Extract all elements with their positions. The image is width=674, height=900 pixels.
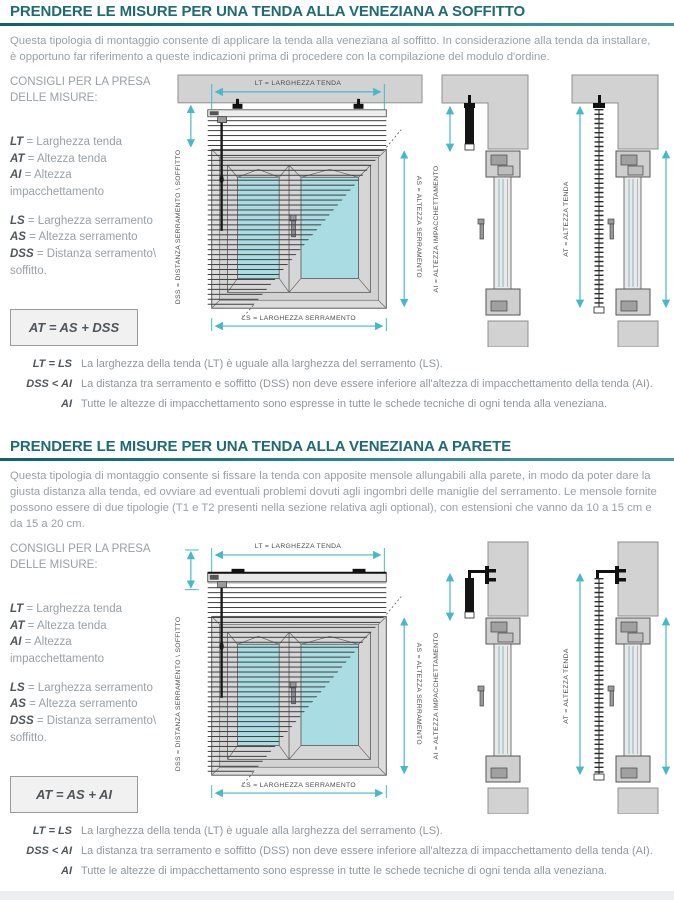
footer-bar (0, 891, 674, 900)
note-abbr: AI (61, 864, 72, 877)
legend-item (10, 696, 168, 713)
legend-abbr: AT (10, 619, 25, 632)
legend-desc: = Distanza serramento\ soffitto. (10, 248, 157, 277)
content-row (0, 532, 674, 814)
note-row (14, 357, 674, 373)
legend-serramento (10, 213, 168, 280)
measure-legend-column (10, 536, 172, 813)
section-intro: Questa tipologia di montaggio consente di applicare la tenda alla veneziana al soffitto. In considerazione alla tenda da installare, è opportuno far riferimento a queste indicazioni prima di procedere con la compilazione del modulo d'ordine. (10, 35, 651, 64)
legend-item (10, 229, 168, 246)
legend-item (10, 713, 168, 746)
dim-label-as: AS = ALTEZZA SERRAMENTO (415, 642, 423, 745)
section-title: PRENDERE LE MISURE PER UNA TENDA ALLA VENEZIANA A PARETE (10, 437, 512, 455)
legend-abbr: LS (10, 681, 25, 694)
content-row (0, 65, 674, 347)
dim-label-lt: LT = LARGHEZZA TENDA (254, 542, 342, 550)
dim-label-dss: DSS = DISTANZA SERRAMENTO \ SOFFITTO (174, 616, 182, 772)
legend-desc: = Altezza serramento (25, 698, 138, 711)
legend-item (10, 601, 168, 618)
formula-box: AT = AS + DSS (10, 309, 138, 346)
diagram-window-front-parete (172, 536, 428, 814)
window-profile (478, 151, 520, 315)
legend-item (10, 134, 168, 151)
headrail-endcap (210, 575, 219, 580)
legend-abbr: AI (10, 636, 22, 649)
dim-label-ls: LS = LARGHEZZA SERRAMENTO (242, 315, 356, 323)
note-row (14, 864, 674, 880)
legend-desc: = Distanza serramento\ soffitto. (10, 715, 157, 744)
legend-item (10, 213, 168, 230)
note-abbr: LT = LS (32, 358, 72, 371)
packed-blind (465, 108, 474, 144)
legend-desc: = Larghezza serramento (24, 214, 153, 227)
legend-desc: = Altezza tenda (24, 619, 107, 632)
note-text: La larghezza della tenda (LT) è uguale alla larghezza del serramento (LS). (81, 825, 443, 837)
note-text: La distanza tra serramento e soffitto (DSS) non deve essere inferiore all'altezza di impacchettamento della tenda (AI). (81, 378, 653, 390)
legend-item (10, 151, 168, 168)
legend-abbr: LT (10, 136, 24, 149)
legend-item (10, 246, 168, 279)
advice-title: CONSIGLI PER LA PRESA DELLE MISURE: (10, 76, 150, 104)
legend-tenda (10, 134, 168, 201)
note-text: Tutte le altezze di impacchettamento sono espresse in tutte le schede tecniche di ogni tenda alla veneziana. (81, 864, 608, 877)
note-abbr: LT = LS (32, 825, 72, 837)
note-text: La distanza tra serramento e soffitto (DSS) non deve essere inferiore all'altezza di impacchettamento della tenda (AI). (81, 844, 653, 857)
section-intro: Questa tipologia di montaggio consente si fissare la tenda con apposite mensole allungabili alla parete, in modo da poter dare la giusta distanza alla tenda, ed ovviare ad eventuali problemi dovuti agli ingombri delle maniglie del serramento. Le mensole fornite possono essere di due tipologie (T1 e T2 presenti nella sezione relativa agli optional), con estensioni che vanno da 10 a 15 cm e da 15 a 20 cm. (10, 469, 657, 530)
legend-abbr: DSS (10, 715, 34, 728)
note-row (14, 844, 674, 860)
dim-label-dss: DSS = DISTANZA SERRAMENTO \ SOFFITTO (174, 149, 182, 305)
note-text: La larghezza della tenda (LT) è uguale alla larghezza del serramento (LS). (81, 358, 443, 371)
note-row (14, 397, 674, 413)
diagram-sections-parete (428, 536, 674, 814)
legend-tenda (10, 601, 168, 668)
section-view-packed (433, 542, 528, 814)
note-row (14, 824, 674, 840)
headrail (208, 573, 387, 582)
diagram-sections-soffitto (428, 69, 674, 347)
legend-abbr: AS (10, 698, 26, 711)
headrail-endcap (210, 111, 219, 115)
advice-title: CONSIGLI PER LA PRESA DELLE MISURE: (10, 543, 150, 571)
legend-item (10, 634, 168, 667)
legend-abbr: AS (10, 231, 26, 244)
legend-abbr: DSS (10, 248, 34, 261)
legend-desc: = Larghezza tenda (23, 603, 122, 616)
legend-desc: = Larghezza tenda (23, 136, 122, 149)
legend-item (10, 167, 168, 200)
dim-label-ls: LS = LARGHEZZA SERRAMENTO (242, 782, 356, 790)
legend-abbr: AT (10, 152, 25, 165)
section-soffitto (0, 0, 674, 413)
dim-label-lt: LT = LARGHEZZA TENDA (254, 80, 342, 88)
legend-serramento (10, 680, 168, 747)
packed-blind (465, 578, 474, 612)
legend-item (10, 618, 168, 635)
section-view-extended (563, 542, 674, 814)
section-parete (0, 435, 674, 880)
legend-item (10, 680, 168, 697)
headrail (208, 110, 387, 117)
dim-label-at: AT = ALTEZZA TENDA (563, 181, 570, 257)
dim-label-ai: AI = ALTEZZA IMPACCHETTAMENTO (433, 165, 440, 293)
legend-desc: = Altezza tenda (24, 152, 107, 165)
window-profile (608, 151, 650, 315)
dim-label-as: AS = ALTEZZA SERRAMENTO (415, 175, 423, 279)
window-profile (478, 618, 520, 782)
notes-parete (0, 814, 674, 880)
note-row (14, 377, 674, 393)
formula-box: AT = AS + AI (10, 776, 138, 813)
legend-abbr: LT (10, 603, 24, 616)
measure-legend-column (10, 69, 172, 346)
notes-soffitto (0, 347, 674, 413)
note-abbr: AI (61, 397, 72, 410)
dim-label-ai: AI = ALTEZZA IMPACCHETTAMENTO (433, 632, 440, 760)
section-view-extended (563, 75, 674, 347)
legend-abbr: LS (10, 214, 25, 227)
section-view-packed (433, 75, 528, 347)
note-abbr: DSS < AI (26, 844, 72, 857)
legend-abbr: AI (10, 169, 22, 182)
legend-desc: = Altezza serramento (25, 231, 138, 244)
section-title: PRENDERE LE MISURE PER UNA TENDA ALLA VENEZIANA A SOFFITTO (10, 3, 526, 20)
dim-label-at: AT = ALTEZZA TENDA (563, 648, 570, 724)
note-abbr: DSS < AI (26, 378, 72, 390)
legend-desc: = Altezza impacchettamento (10, 636, 104, 666)
diagram-window-front-soffitto (172, 69, 428, 347)
legend-desc: = Larghezza serramento (24, 681, 153, 694)
legend-desc: = Altezza impacchettamento (10, 169, 104, 199)
note-text: Tutte le altezze di impacchettamento sono espresse in tutte le schede tecniche di ogni tenda alla veneziana. (81, 397, 608, 410)
window-profile (608, 618, 650, 782)
